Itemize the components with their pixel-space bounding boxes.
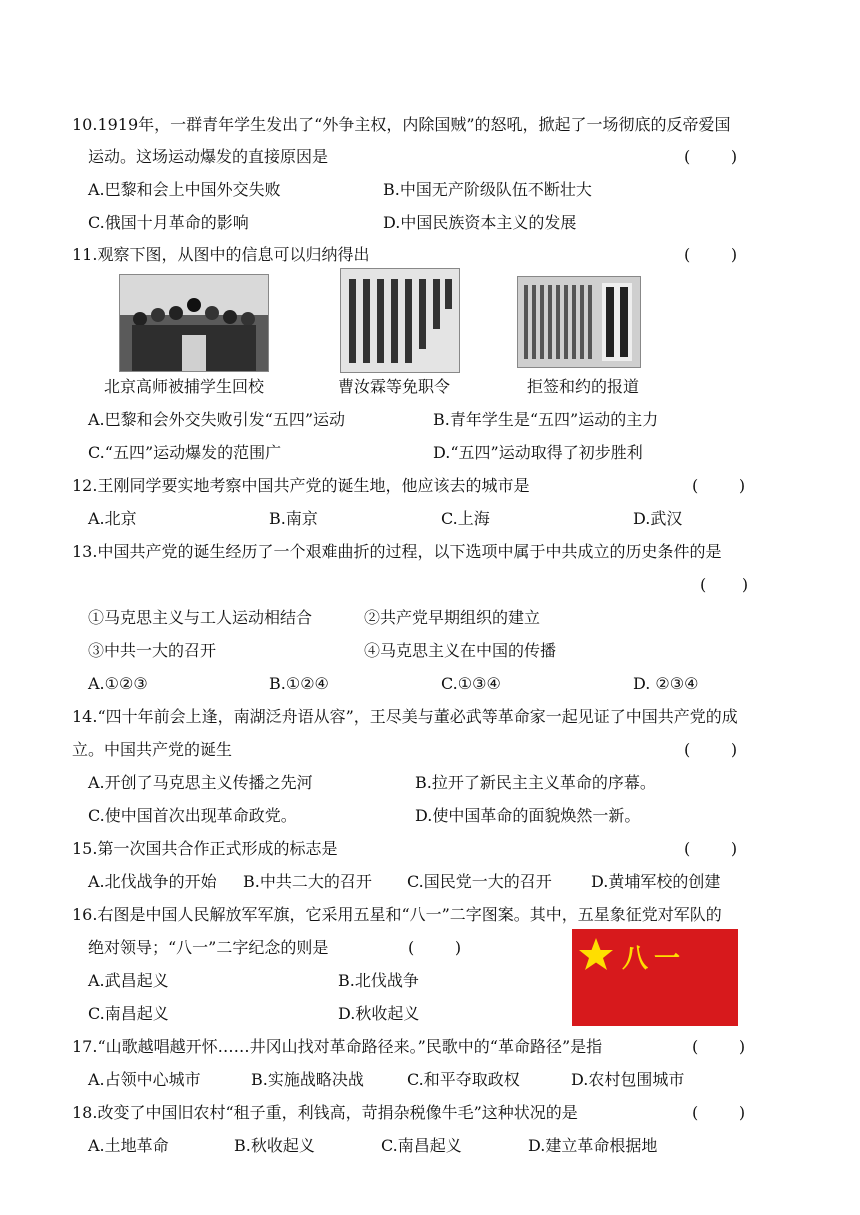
q16-stem-line1: 16.右图是中国人民解放军军旗，它采用五星和“八一”二字图案。其中，五星象征党对军队的 xyxy=(72,905,722,924)
q12-option-a: A.北京 xyxy=(88,509,137,528)
q18-option-c: C.南昌起义 xyxy=(381,1136,462,1155)
q15-option-b: B.中共二大的召开 xyxy=(243,872,372,891)
q12-option-d: D.武汉 xyxy=(633,509,683,528)
q17-answer-paren: ( ) xyxy=(692,1037,746,1056)
q18-option-d: D.建立革命根据地 xyxy=(528,1136,658,1155)
q11-option-c: C.“五四”运动爆发的范围广 xyxy=(88,443,282,462)
q15-stem: 15.第一次国共合作正式形成的标志是 xyxy=(72,839,338,858)
newspaper-photo-graphic xyxy=(518,277,640,367)
q10-option-b: B.中国无产阶级队伍不断壮大 xyxy=(383,180,592,199)
q17-option-b: B.实施战略决战 xyxy=(251,1070,364,1089)
q17-option-d: D.农村包围城市 xyxy=(571,1070,685,1089)
q16-answer-paren: ( ) xyxy=(408,938,462,957)
q14-answer-paren: ( ) xyxy=(684,740,738,759)
q15-option-d: D.黄埔军校的创建 xyxy=(591,872,721,891)
q13-statement-4: ④马克思主义在中国的传播 xyxy=(364,641,557,660)
q18-option-a: A.土地革命 xyxy=(88,1136,169,1155)
q11-option-b: B.青年学生是“五四”运动的主力 xyxy=(433,410,659,429)
q13-statement-3: ③中共一大的召开 xyxy=(88,641,217,660)
q18-answer-paren: ( ) xyxy=(692,1103,746,1122)
q18-option-b: B.秋收起义 xyxy=(234,1136,315,1155)
photo-refuse-treaty-report xyxy=(517,276,641,368)
q10-stem-line2: 运动。这场运动爆发的直接原因是 xyxy=(88,147,329,166)
q10-option-a: A.巴黎和会上中国外交失败 xyxy=(88,180,281,199)
caption-students-return: 北京高师被捕学生回校 xyxy=(104,377,265,396)
q15-answer-paren: ( ) xyxy=(684,839,738,858)
photo-students-return xyxy=(119,274,269,372)
q10-option-d: D.中国民族资本主义的发展 xyxy=(383,213,577,232)
q12-option-c: C.上海 xyxy=(441,509,490,528)
q13-option-c: C.①③④ xyxy=(441,674,501,693)
caption-dismissal-order: 曹汝霖等免职令 xyxy=(338,377,451,396)
q13-statement-1: ①马克思主义与工人运动相结合 xyxy=(88,608,313,627)
q16-option-c: C.南昌起义 xyxy=(88,1004,169,1023)
q14-stem-line1: 14.“四十年前会上逢，南湖泛舟语从容”，王尽美与董必武等革命家一起见证了中国共产党的成 xyxy=(72,707,738,726)
q14-option-d: D.使中国革命的面貌焕然一新。 xyxy=(415,806,641,825)
q14-option-a: A.开创了马克思主义传播之先河 xyxy=(88,773,313,792)
q12-answer-paren: ( ) xyxy=(692,476,746,495)
q12-option-b: B.南京 xyxy=(269,509,318,528)
q15-option-c: C.国民党一大的召开 xyxy=(407,872,552,891)
q17-stem: 17.“山歌越唱越开怀……井冈山找对革命路径来。”民歌中的“革命路径”是指 xyxy=(72,1037,603,1056)
q15-option-a: A.北伐战争的开始 xyxy=(88,872,217,891)
pla-army-flag xyxy=(572,929,738,1026)
photo-dismissal-order xyxy=(340,268,460,373)
q17-option-c: C.和平夺取政权 xyxy=(407,1070,520,1089)
q12-stem: 12.王刚同学要实地考察中国共产党的诞生地，他应该去的城市是 xyxy=(72,476,530,495)
q13-option-b: B.①②④ xyxy=(269,674,329,693)
q13-stem: 13.中国共产党的诞生经历了一个艰难曲折的过程，以下选项中属于中共成立的历史条件的是 xyxy=(72,542,722,561)
q13-option-a: A.①②③ xyxy=(88,674,148,693)
q14-option-b: B.拉开了新民主主义革命的序幕。 xyxy=(415,773,656,792)
q13-answer-paren: ( ) xyxy=(700,575,749,594)
document-photo-graphic xyxy=(341,269,459,372)
q17-option-a: A.占领中心城市 xyxy=(88,1070,201,1089)
q11-answer-paren: ( ) xyxy=(684,245,738,264)
flag-bayi-text: 八一 xyxy=(622,944,687,974)
q14-option-c: C.使中国首次出现革命政党。 xyxy=(88,806,297,825)
q11-option-a: A.巴黎和会外交失败引发“五四”运动 xyxy=(88,410,346,429)
caption-refuse-treaty: 拒签和约的报道 xyxy=(527,377,640,396)
q18-stem: 18.改变了中国旧农村“租子重，利钱高，苛捐杂税像牛毛”这种状况的是 xyxy=(72,1103,578,1122)
q13-option-d: D. ②③④ xyxy=(633,674,699,693)
q10-stem-line1: 10.1919年，一群青年学生发出了“外争主权，内除国贼”的怒吼，掀起了一场彻底的反帝爱国 xyxy=(72,115,731,134)
q14-stem-line2: 立。中国共产党的诞生 xyxy=(72,740,233,759)
q16-option-a: A.武昌起义 xyxy=(88,971,169,990)
q13-statement-2: ②共产党早期组织的建立 xyxy=(364,608,541,627)
q10-answer-paren: ( ) xyxy=(684,147,738,166)
q10-option-c: C.俄国十月革命的影响 xyxy=(88,213,249,232)
q16-stem-line2: 绝对领导；“八一”二字纪念的则是 xyxy=(88,938,329,957)
q11-option-d: D.“五四”运动取得了初步胜利 xyxy=(433,443,643,462)
q16-option-d: D.秋收起义 xyxy=(338,1004,420,1023)
crowd-photo-graphic xyxy=(120,275,268,371)
q11-stem: 11.观察下图，从图中的信息可以归纳得出 xyxy=(72,245,370,264)
q16-option-b: B.北伐战争 xyxy=(338,971,419,990)
